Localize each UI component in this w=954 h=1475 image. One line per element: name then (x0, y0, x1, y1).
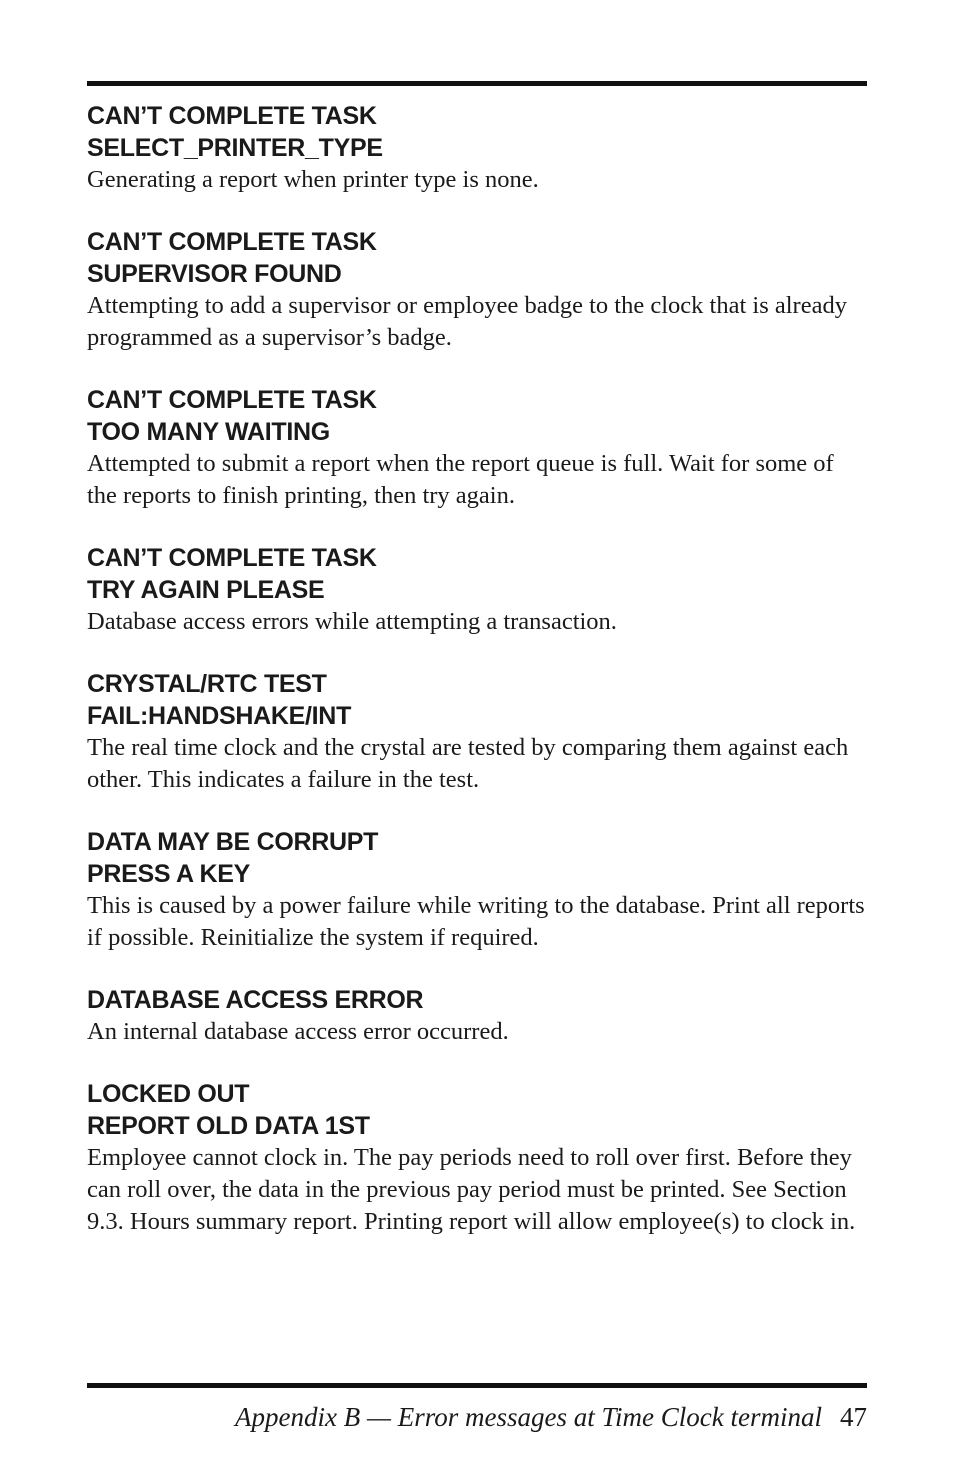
page-footer (235, 1400, 867, 1434)
error-heading-line-1: LOCKED OUT (87, 1080, 250, 1108)
error-entry (87, 226, 867, 354)
error-heading-line-1: CAN’T COMPLETE TASK (87, 386, 377, 414)
error-entry (87, 384, 867, 512)
error-entry (87, 668, 867, 796)
error-entry (87, 542, 867, 638)
error-message-list (87, 100, 867, 1268)
error-heading-line-1: CRYSTAL/RTC TEST (87, 670, 327, 698)
error-heading-line-2: TOO MANY WAITING (87, 418, 330, 446)
error-heading-line-1: CAN’T COMPLETE TASK (87, 228, 377, 256)
error-heading-line-2: TRY AGAIN PLEASE (87, 576, 325, 604)
error-description: Database access errors while attempting a transaction. (87, 608, 617, 635)
error-heading-line-1: DATABASE ACCESS ERROR (87, 986, 424, 1014)
error-description: An internal database access error occurred. (87, 1018, 509, 1045)
error-entry (87, 984, 867, 1048)
error-heading-line-1: CAN’T COMPLETE TASK (87, 102, 377, 130)
footer-title: Appendix B — Error messages at Time Clock terminal (235, 1402, 822, 1432)
top-rule (87, 81, 867, 86)
page-number: 47 (840, 1402, 867, 1432)
error-description: The real time clock and the crystal are tested by comparing them against each other. This indicates a failure in the test. (87, 734, 849, 793)
error-description: Generating a report when printer type is none. (87, 166, 539, 193)
error-heading-line-2: FAIL:HANDSHAKE/INT (87, 702, 352, 730)
error-entry (87, 826, 867, 954)
error-heading-line-2: SUPERVISOR FOUND (87, 260, 342, 288)
error-heading-line-2: SELECT_PRINTER_TYPE (87, 134, 383, 162)
error-entry (87, 100, 867, 196)
error-entry (87, 1078, 867, 1238)
error-description: This is caused by a power failure while writing to the database. Print all reports if possible. Reinitialize the system if required. (87, 892, 865, 951)
error-heading-line-2: PRESS A KEY (87, 860, 250, 888)
error-description: Employee cannot clock in. The pay periods need to roll over first. Before they can roll over, the data in the previous pay period must be printed. See Section 9.3. Hours summary report. Printing report will allow employee(s) to clock in. (87, 1144, 856, 1235)
error-description: Attempted to submit a report when the report queue is full. Wait for some of the reports to finish printing, then try again. (87, 450, 834, 509)
error-heading-line-1: CAN’T COMPLETE TASK (87, 544, 377, 572)
error-heading-line-1: DATA MAY BE CORRUPT (87, 828, 379, 856)
error-description: Attempting to add a supervisor or employee badge to the clock that is already programmed as a supervisor’s badge. (87, 292, 847, 351)
error-heading-line-2: REPORT OLD DATA 1ST (87, 1112, 370, 1140)
bottom-rule (87, 1383, 867, 1388)
